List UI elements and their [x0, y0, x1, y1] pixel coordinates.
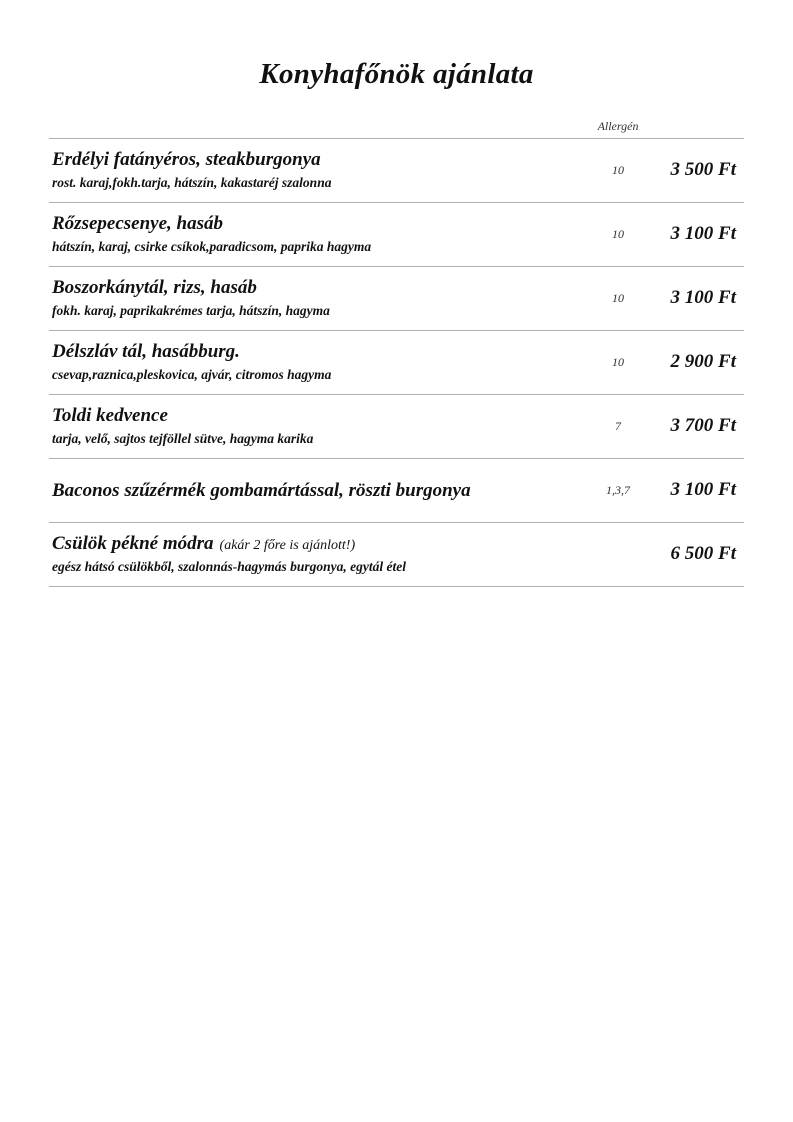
menu-item — [49, 203, 744, 267]
menu-item — [49, 331, 744, 395]
dish-name — [52, 341, 240, 363]
dish-note: (akár 2 főre is ajánlott!) — [219, 538, 356, 553]
dish-allergen: 10 — [612, 355, 624, 369]
dish-allergen: 10 — [612, 291, 624, 305]
menu-item — [49, 459, 744, 523]
dish-name — [52, 213, 223, 235]
dish-description: hátszín, karaj, csirke csíkok,paradicsom, paprika hagyma — [52, 239, 372, 254]
menu-item — [49, 395, 744, 459]
menu-item — [49, 267, 744, 331]
dish-name-text: Rőzsepecsenye, hasáb — [52, 213, 223, 234]
dish-price: 3 500 Ft — [670, 159, 736, 180]
dish-name-text: Csülök pékné módra — [52, 533, 214, 554]
menu-item — [49, 523, 744, 587]
menu-item — [49, 139, 744, 203]
dish-name — [52, 149, 321, 171]
dish-description: fokh. karaj, paprikakrémes tarja, hátszín, hagyma — [52, 303, 330, 318]
page-title: Konyhafőnök ajánlata — [259, 58, 534, 90]
dish-allergen: 7 — [615, 419, 621, 433]
dish-description: rost. karaj,fokh.tarja, hátszín, kakastaréj szalonna — [52, 175, 332, 190]
dish-description: tarja, velő, sajtos tejföllel sütve, hagyma karika — [52, 431, 314, 446]
dish-name-text: Erdélyi fatányéros, steakburgonya — [52, 149, 321, 170]
dish-price: 3 100 Ft — [670, 223, 736, 244]
dish-name-text: Baconos szűzérmék gombamártással, röszti burgonya — [52, 480, 471, 501]
dish-price: 3 100 Ft — [670, 287, 736, 308]
dish-allergen: 1,3,7 — [606, 483, 630, 497]
dish-description: csevap,raznica,pleskovica, ajvár, citromos hagyma — [52, 367, 332, 382]
dish-allergen: 10 — [612, 227, 624, 241]
dish-name — [52, 405, 168, 427]
menu-list — [49, 138, 744, 587]
dish-name — [52, 480, 471, 502]
dish-name — [52, 533, 355, 555]
dish-description: egész hátsó csülökből, szalonnás-hagymás burgonya, egytál étel — [52, 559, 407, 574]
dish-name-text: Toldi kedvence — [52, 405, 168, 426]
dish-name — [52, 277, 257, 299]
dish-name-text: Délszláv tál, hasábburg. — [52, 341, 240, 362]
dish-price: 6 500 Ft — [670, 543, 736, 564]
dish-name-text: Boszorkánytál, rizs, hasáb — [52, 277, 257, 298]
dish-price: 3 700 Ft — [670, 415, 736, 436]
dish-price: 2 900 Ft — [670, 351, 736, 372]
dish-price: 3 100 Ft — [670, 479, 736, 500]
allergen-column-header: Allergén — [597, 119, 639, 133]
dish-allergen: 10 — [612, 163, 624, 177]
